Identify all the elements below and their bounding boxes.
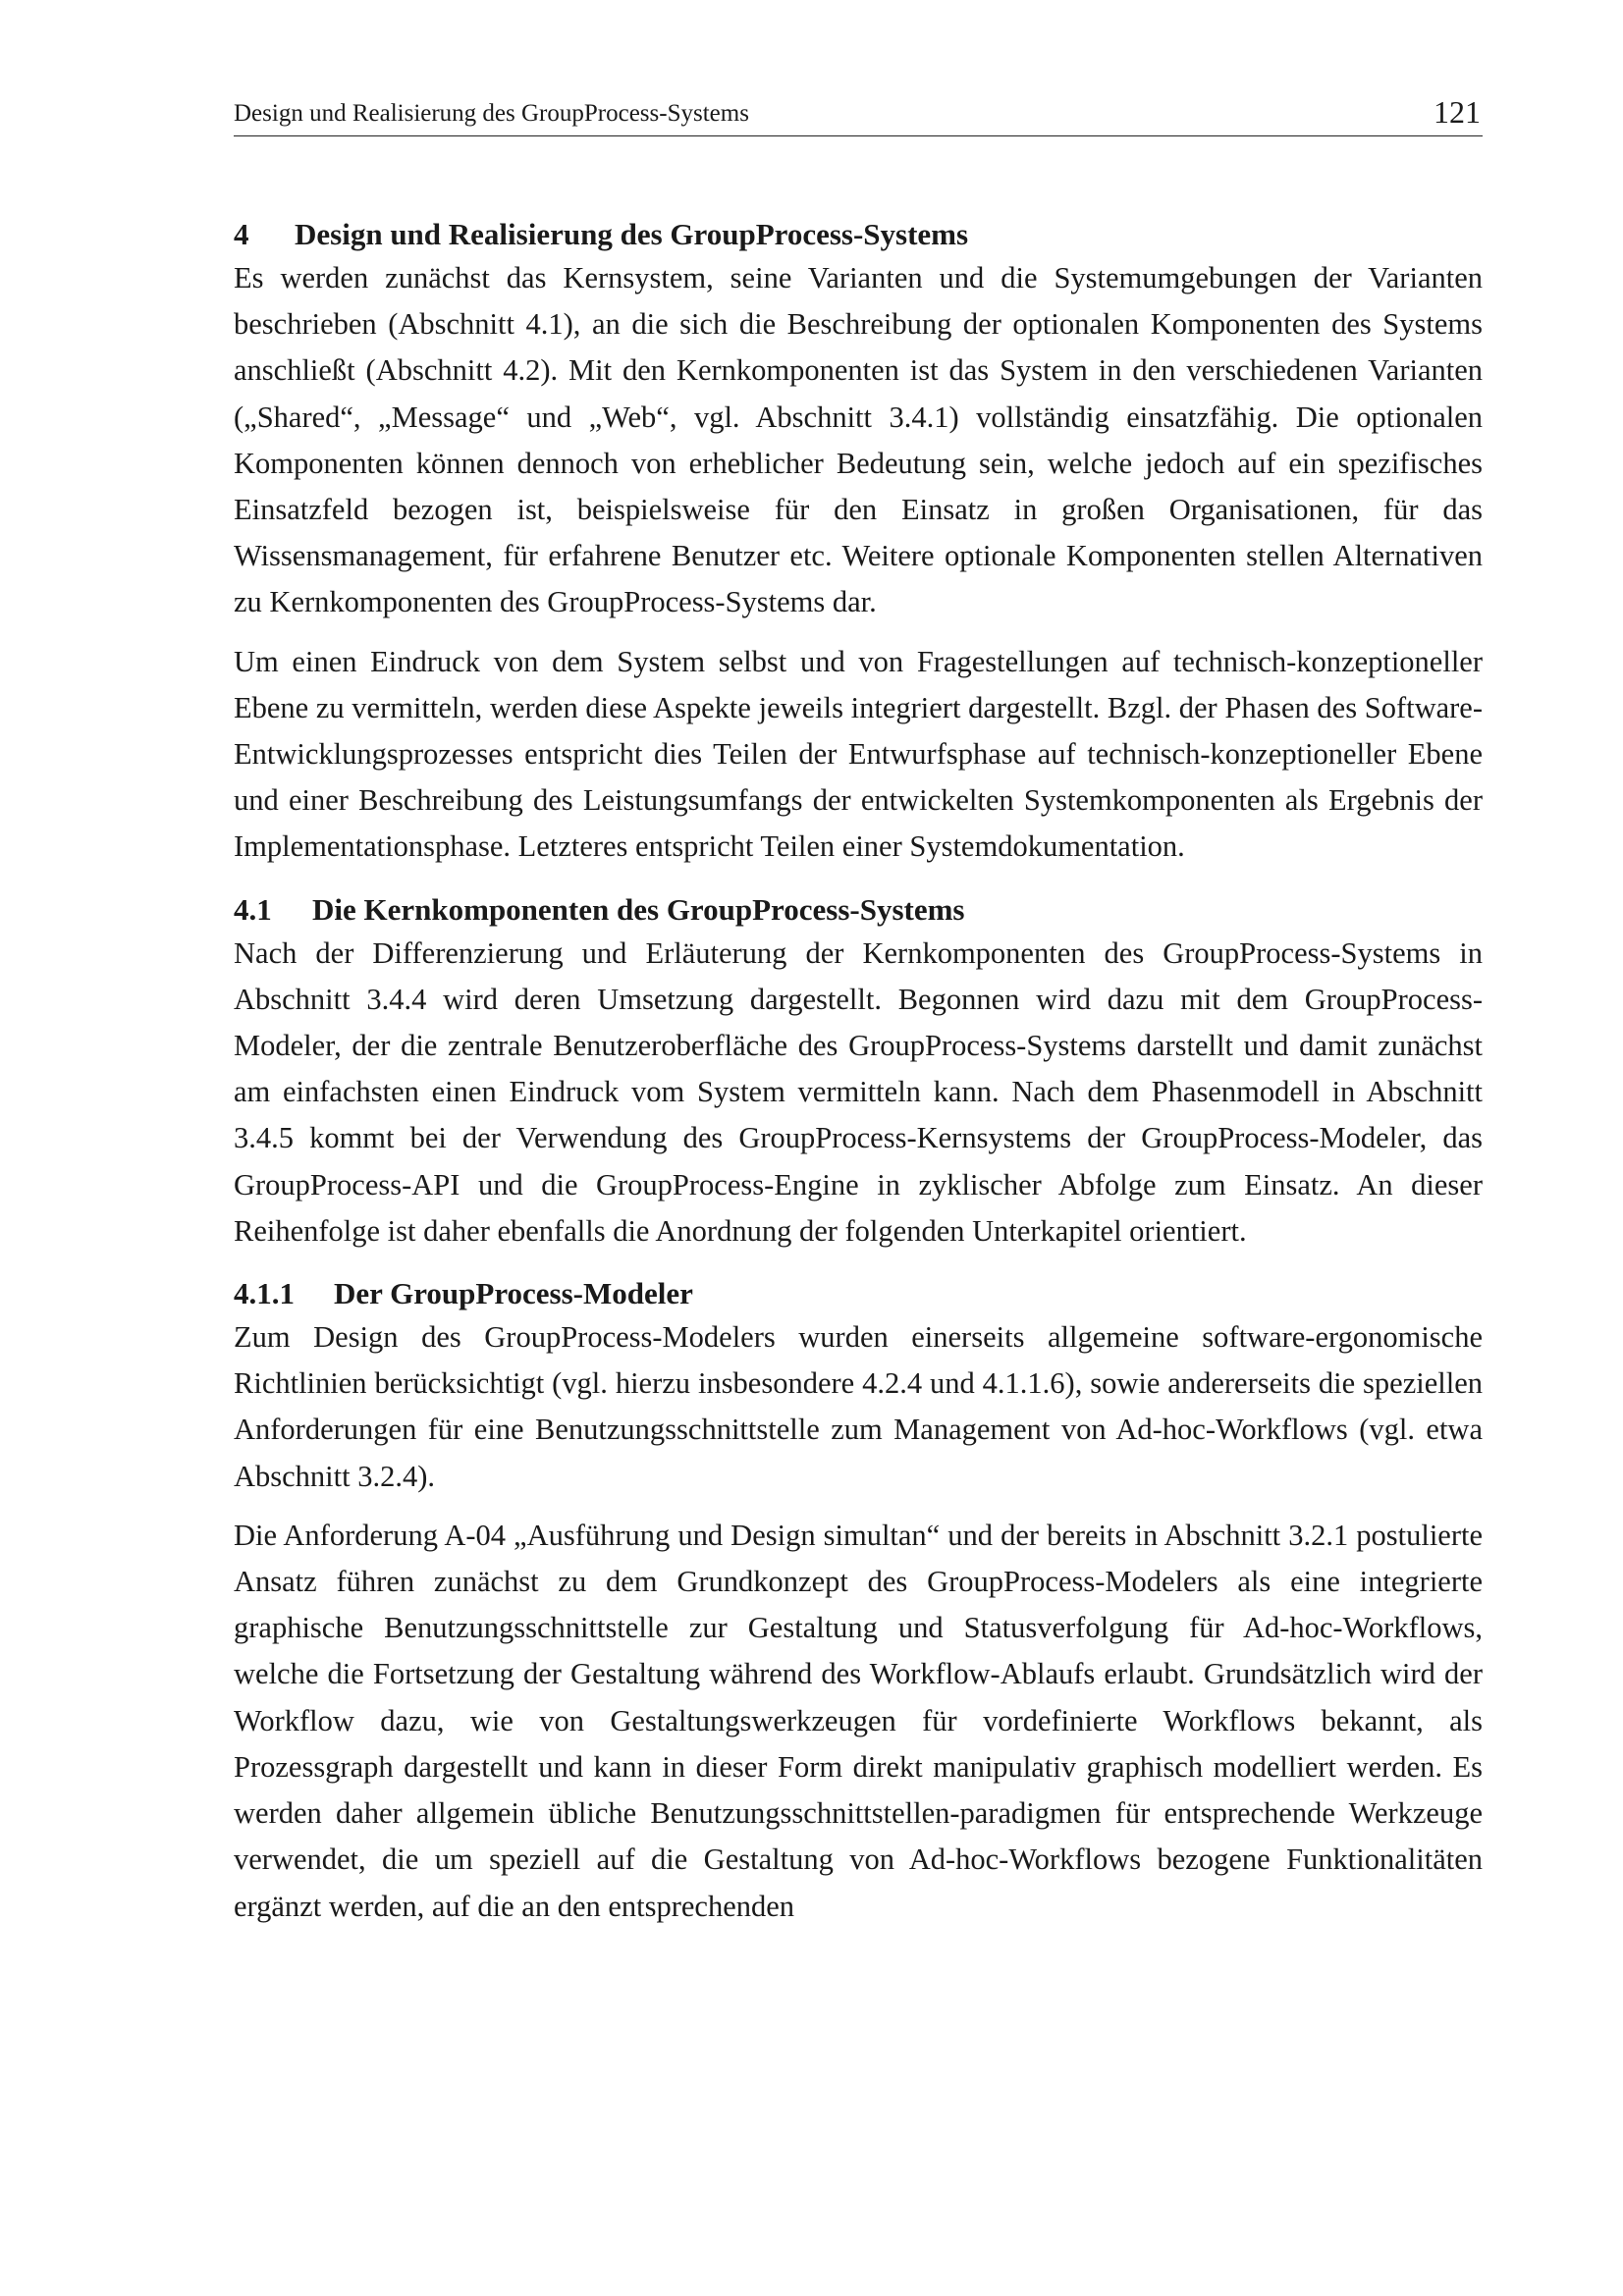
section-title: Die Kernkomponenten des GroupProcess-Systems <box>312 891 965 927</box>
running-header <box>234 90 1483 136</box>
chapter-paragraph-2: Um einen Eindruck von dem System selbst und von Fragestellungen auf technisch-konzeptioneller Ebene zu vermitteln, werden diese Aspekte jeweils integriert dargestellt. Bzgl. der Phasen des Software-Entwicklungsprozesses entspricht dies Teilen der Entwurfsphase auf technisch-konzeptioneller Ebene und einer Beschreibung des Leistungsumfangs der entwickelten Systemkomponenten als Ergebnis der Implementationsphase. Letzteres entspricht Teilen einer Systemdokumentation. <box>234 644 1483 864</box>
subsection-heading <box>234 1274 1483 1313</box>
chapter-title: Design und Realisierung des GroupProcess-Systems <box>295 217 969 251</box>
subsection-paragraph-2: Die Anforderung A-04 „Ausführung und Design simultan“ und der bereits in Abschnitt 3.2.1 postulierte Ansatz führen zunächst zu dem Grundkonzept des GroupProcess-Modelers als eine integrierte graphische Benutzungsschnittstelle zur Gestaltung und Statusverfolgung für Ad-hoc-Workflows, welche die Fortsetzung der Gestaltung während des Workflow-Ablaufs erlaubt. Grundsätzlich wird der Workflow dazu, wie von Gestaltungswerkzeugen für vordefinierte Workflows bekannt, als Prozessgraph dargestellt und kann in dieser Form direkt manipulativ graphisch modelliert werden. Es werden daher allgemein übliche Benutzungsschnittstellen-paradigmen für entsprechende Werkzeuge verwendet, die um speziell auf die Gestaltung von Ad-hoc-Workflows bezogene Funktionalitäten ergänzt werden, auf die an den entsprechenden <box>234 1518 1483 1923</box>
chapter-number: 4 <box>234 217 249 251</box>
document-page <box>234 90 1483 1930</box>
section-heading <box>234 890 1483 930</box>
page-number: 121 <box>1434 94 1481 130</box>
chapter-paragraph-1: Es werden zunächst das Kernsystem, seine Varianten und die Systemumgebungen der Varianten beschrieben (Abschnitt 4.1), an die sich die Beschreibung der optionalen Komponenten des Systems anschließt (Abschnitt 4.2). Mit den Kernkomponenten ist das System in den verschiedenen Varianten („Shared“, „Message“ und „Web“, vgl. Abschnitt 3.4.1) vollständig einsatzfähig. Die optionalen Komponenten können dennoch von erheblicher Bedeutung sein, welche jedoch auf ein spezifisches Einsatzfeld bezogen ist, beispielsweise für den Einsatz in großen Organisationen, für das Wissensmanagement, für erfahrene Benutzer etc. Weitere optionale Komponenten stellen Alternativen zu Kernkomponenten des GroupProcess-Systems dar. <box>234 261 1483 619</box>
chapter-heading <box>234 215 1483 254</box>
subsection-title: Der GroupProcess-Modeler <box>334 1276 693 1311</box>
subsection-paragraph-1: Zum Design des GroupProcess-Modelers wurden einerseits allgemeine software-ergonomische Richtlinien berücksichtigt (vgl. hierzu insbesondere 4.2.4 und 4.1.1.6), sowie andererseits die speziellen Anforderungen für eine Benutzungsschnittstelle zum Management von Ad-hoc-Workflows (vgl. etwa Abschnitt 3.2.4). <box>234 1320 1483 1493</box>
section-paragraph-1: Nach der Differenzierung und Erläuterung der Kernkomponenten des GroupProcess-Systems in Abschnitt 3.4.4 wird deren Umsetzung dargestellt. Begonnen wird dazu mit dem GroupProcess-Modeler, der die zentrale Benutzeroberfläche des GroupProcess-Systems darstellt und damit zunächst am einfachsten einen Eindruck vom System vermitteln kann. Nach dem Phasenmodell in Abschnitt 3.4.5 kommt bei der Verwendung des GroupProcess-Kernsystems der GroupProcess-Modeler, das GroupProcess-API und die GroupProcess-Engine in zyklischer Abfolge zum Einsatz. An dieser Reihenfolge ist daher ebenfalls die Anordnung der folgenden Unterkapitel orientiert. <box>234 935 1483 1248</box>
running-title: Design und Realisierung des GroupProcess-Systems <box>234 100 749 127</box>
section-number: 4.1 <box>234 891 272 927</box>
subsection-number: 4.1.1 <box>234 1276 295 1311</box>
